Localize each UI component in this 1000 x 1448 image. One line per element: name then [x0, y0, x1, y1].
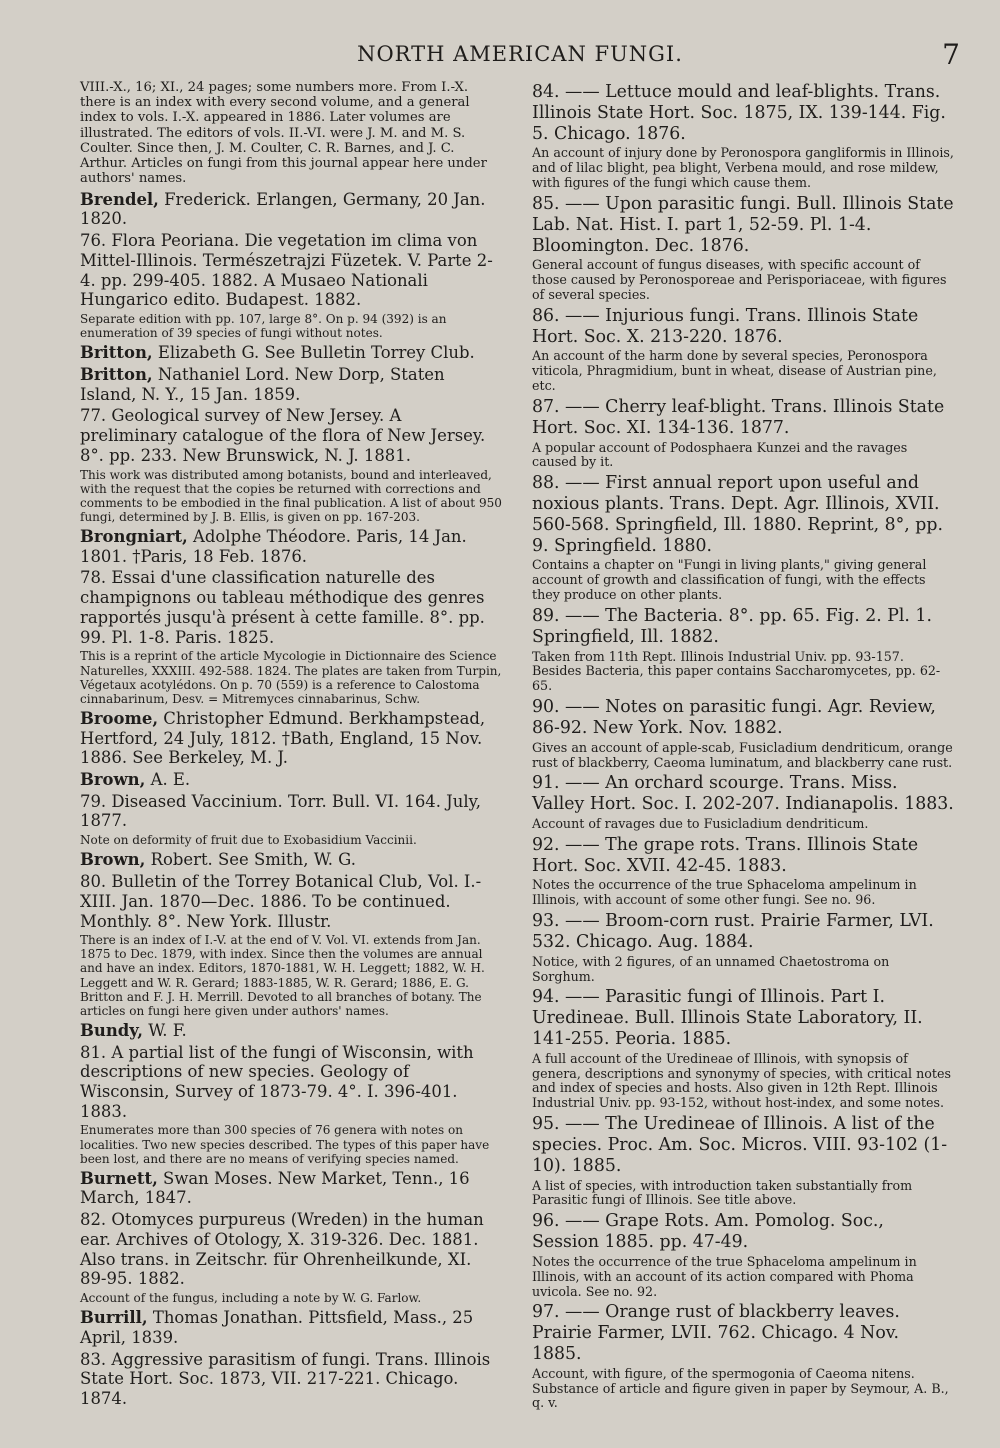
author-details: Robert. See Smith, W. G. — [145, 850, 356, 870]
bibliography-entry: 82. Otomyces purpureus (Wreden) in the human ear. Archives of Otology, X. 319-326. Dec. 1881. Also trans. in Zeitschr. für Ohrenheilkunde, XI. 89-95. 1882. — [80, 1210, 484, 1289]
author-heading — [80, 1169, 502, 1208]
bibliography-entry: 76. Flora Peoriana. Die vegetation im clima von Mittel-Illinois. Természetrajzi Füzetek. V. Parte 2-4. pp. 299-405. 1882. A Musaeo Nationali Hungarico edito. Budapest. 1882. — [80, 231, 493, 310]
annotation-note: Notes the occurrence of the true Sphaceloma ampelinum in Illinois, with account of some other fungi. See no. 96. — [532, 877, 917, 908]
author-name: Brendel, — [80, 189, 159, 209]
author-heading — [80, 1021, 502, 1041]
bibliography-entry: 87. —— Cherry leaf-blight. Trans. Illinois State Hort. Soc. XI. 134-136. 1877. — [532, 396, 945, 438]
annotation-note: A popular account of Podosphaera Kunzei and the ravages caused by it. — [532, 439, 908, 470]
bibliography-entry: 93. —— Broom-corn rust. Prairie Farmer, LVI. 532. Chicago. Aug. 1884. — [532, 911, 934, 952]
left-column — [80, 80, 502, 1411]
author-details: A. E. — [145, 770, 191, 789]
author-details: Elizabeth G. See Bulletin Torrey Club. — [152, 343, 475, 363]
author-heading — [80, 1308, 502, 1347]
annotation-note: Notice, with 2 figures, of an unnamed Chaetostroma on Sorghum. — [532, 953, 890, 984]
annotation-note: Account of the fungus, including a note by W. G. Farlow. — [80, 1291, 422, 1306]
annotation-note: This work was distributed among botanists, bound and interleaved, with the request that the copies be returned with corrections and comments to be embodied in the final publication. A list of about 950 fungi, determined by J. B. Ellis, is given on pp. 167-203. — [80, 467, 502, 524]
author-heading — [80, 343, 502, 363]
bibliography-entry: 88. —— First annual report upon useful and noxious plants. Trans. Dept. Agr. Illinois, XVII. 560-568. Springfield, Ill. 1880. Reprint, 8°, pp. 9. Springfield. 1880. — [532, 473, 943, 556]
bibliography-entry: 84. —— Lettuce mould and leaf-blights. Trans. Illinois State Hort. Soc. 1875, IX. 139-144. Fig. 5. Chicago. 1876. — [532, 82, 946, 144]
annotation-note: This is a reprint of the article Mycologie in Dictionnaire des Science Naturelles, XXXIII. 492-588. 1824. The plates are taken from Turpin, Végetaux acotylédons. On p. 70 (559) is a reference to Calostoma cinnabarinum, Desv. = Mitremyces cinnabarinus, Schw. — [80, 649, 502, 706]
annotation-note: General account of fungus diseases, with specific account of those caused by Peronosporeae and Perisporiaceae, with figures of several species. — [532, 257, 947, 302]
annotation-note: Note on deformity of fruit due to Exobasidium Vaccinii. — [80, 833, 417, 848]
bibliography-entry: 78. Essai d'une classification naturelle des champignons ou tableau méthodique des genres rapportés jusqu'à présent à cette famille. 8°. pp. 99. Pl. 1-8. Paris. 1825. — [80, 568, 485, 647]
author-details: Swan Moses. New Market, Tenn., 16 March, 1847. — [80, 1168, 470, 1208]
annotation-note: An account of the harm done by several species, Peronospora viticola, Phragmidium, bunt in wheat, disease of Austrian pine, etc. — [532, 348, 937, 394]
author-heading — [80, 527, 502, 566]
author-name: Britton, — [80, 343, 153, 363]
annotation-note: Account, with figure, of the spermogonia of Caeoma nitens. Substance of article and figure given in paper by Seymour, A. B., q. v. — [532, 1365, 949, 1411]
author-heading — [80, 770, 502, 790]
right-column — [532, 80, 954, 1414]
annotation-note: A list of species, with introduction taken substantially from Parasitic fungi of Illinois. See title above. — [532, 1177, 913, 1208]
author-details: W. F. — [143, 1020, 187, 1040]
author-details: Nathaniel Lord. New Dorp, Staten Island, N. Y., 15 Jan. 1859. — [80, 364, 445, 404]
author-name: Burrill, — [80, 1308, 148, 1328]
running-title: NORTH AMERICAN FUNGI. — [357, 42, 683, 66]
annotation-note: Gives an account of apple-scab, Fusicladium dendriticum, orange rust of blackberry, Caeoma luminatum, and blackberry cane rust. — [532, 739, 953, 770]
bibliography-entry: 91. —— An orchard scourge. Trans. Miss. Valley Hort. Soc. I. 202-207. Indianapolis. 1883. — [532, 773, 954, 815]
author-name: Burnett, — [80, 1168, 158, 1188]
page-header — [80, 38, 960, 78]
annotation-note: VIII.-X., 16; XI., 24 pages; some numbers more. From I.-X. there is an index with every second volume, and a general index to vols. I.-X. appeared in 1886. Later volumes are illustrated. The editors of vols. II.-VI. were J. M. and M. S. Coulter. Since then, J. M. Coulter, C. R. Barnes, and J. C. Arthur. Articles on fungi from this journal appear here under authors' names. — [80, 80, 487, 187]
bibliography-entry: 92. —— The grape rots. Trans. Illinois State Hort. Soc. XVII. 42-45. 1883. — [532, 834, 919, 876]
author-name: Brown, — [80, 850, 146, 870]
page-number: 7 — [942, 38, 960, 71]
bibliography-entry: 83. Aggressive parasitism of fungi. Trans. Illinois State Hort. Soc. 1873, VII. 217-221. Chicago. 1874. — [80, 1349, 491, 1409]
annotation-note: Contains a chapter on "Fungi in living plants," giving general account of growth and classification of fungi, with the effects they produce on other plants. — [532, 557, 927, 603]
bibliography-entry: 96. —— Grape Rots. Am. Pomolog. Soc., Session 1885. pp. 47-49. — [532, 1211, 884, 1253]
author-heading — [80, 709, 502, 768]
annotation-note: There is an index of I.-V. at the end of V. Vol. VI. extends from Jan. 1875 to Dec. 1879, with index. Since then the volumes are annual and have an index. Editors, 1870-1881, W. H. Leggett; 1882, W. H. Leggett and W. R. Gerard; 1883-1885, W. R. Gerard; 1886, E. G. Britton and F. J. H. Merrill. Devoted to all branches of botany. The articles on fungi here given under authors' names. — [80, 933, 485, 1018]
annotation-note: Notes the occurrence of the true Sphaceloma ampelinum in Illinois, with an account of its action compared with Phoma uvicola. See no. 92. — [532, 1253, 917, 1299]
author-name: Broome, — [80, 708, 159, 728]
author-heading — [80, 850, 502, 870]
bibliography-entry: 89. —— The Bacteria. 8°. pp. 65. Fig. 2. Pl. 1. Springfield, Ill. 1882. — [532, 605, 932, 647]
bibliography-entry: 86. —— Injurious fungi. Trans. Illinois State Hort. Soc. X. 213-220. 1876. — [532, 305, 919, 347]
author-details: Frederick. Erlangen, Germany, 20 Jan. 1820. — [80, 189, 486, 229]
author-details: Thomas Jonathan. Pittsfield, Mass., 25 April, 1839. — [80, 1308, 474, 1347]
author-heading — [80, 190, 502, 229]
author-heading — [80, 365, 502, 404]
annotation-note: A full account of the Uredineae of Illinois, with synopsis of genera, descriptions and synonymy of species, with critical notes and index of species and hosts. Also given in 12th Rept. Illinois Industrial Univ. pp. 93-152, without host-index, and some notes. — [532, 1050, 951, 1111]
author-name: Brongniart, — [80, 527, 188, 547]
author-name: Bundy, — [80, 1020, 143, 1040]
bibliography-entry: 95. —— The Uredineae of Illinois. A list of the species. Proc. Am. Soc. Micros. VIII. 93-102 (1-10). 1885. — [532, 1114, 948, 1176]
bibliography-entry: 80. Bulletin of the Torrey Botanical Club, Vol. I.-XIII. Jan. 1870—Dec. 1886. To be continued. Monthly. 8°. New York. Illustr. — [80, 872, 482, 931]
bibliography-entry: 90. —— Notes on parasitic fungi. Agr. Review, 86-92. New York. Nov. 1882. — [532, 697, 936, 738]
author-details: Christopher Edmund. Berkhampstead, Hertford, 24 July, 1812. †Bath, England, 15 Nov. 1886. See Berkeley, M. J. — [80, 708, 486, 768]
annotation-note: Taken from 11th Rept. Illinois Industrial Univ. pp. 93-157. Besides Bacteria, this paper contains Saccharomycetes, pp. 62-65. — [532, 648, 941, 694]
annotation-note: Enumerates more than 300 species of 76 genera with notes on localities. Two new species described. The types of this paper have been lost, and there are no means of verifying species named. — [80, 1123, 490, 1166]
author-name: Britton, — [80, 364, 153, 384]
bibliography-entry: 77. Geological survey of New Jersey. A preliminary catalogue of the flora of New Jersey. 8°. pp. 233. New Brunswick, N. J. 1881. — [80, 406, 486, 465]
annotation-note: Account of ravages due to Fusicladium dendriticum. — [532, 815, 869, 831]
author-name: Brown, — [80, 770, 146, 789]
annotation-note: An account of injury done by Peronospora gangliformis in Illinois, and of lilac blight, pea blight, Verbena mould, and rose mildew, with figures of the fungi which cause them. — [532, 145, 954, 191]
author-details: Adolphe Théodore. Paris, 14 Jan. 1801. †Paris, 18 Feb. 1876. — [80, 527, 467, 566]
bibliography-entry: 81. A partial list of the fungi of Wisconsin, with descriptions of new species. Geology of Wisconsin, Survey of 1873-79. 4°. I. 396-401. 1883. — [80, 1042, 474, 1121]
bibliography-entry: 79. Diseased Vaccinium. Torr. Bull. VI. 164. July, 1877. — [80, 791, 481, 831]
bibliography-entry: 85. —— Upon parasitic fungi. Bull. Illinois State Lab. Nat. Hist. I. part 1, 52-59. Pl. 1-4. Bloomington. Dec. 1876. — [532, 193, 954, 256]
bibliography-entry: 97. —— Orange rust of blackberry leaves. Prairie Farmer, LVII. 762. Chicago. 4 Nov. 1885. — [532, 1302, 900, 1364]
bibliography-entry: 94. —— Parasitic fungi of Illinois. Part I. Uredineae. Bull. Illinois State Laboratory, II. 141-255. Peoria. 1885. — [532, 987, 923, 1049]
annotation-note: Separate edition with pp. 107, large 8°. On p. 94 (392) is an enumeration of 39 species of fungi without notes. — [80, 312, 447, 341]
